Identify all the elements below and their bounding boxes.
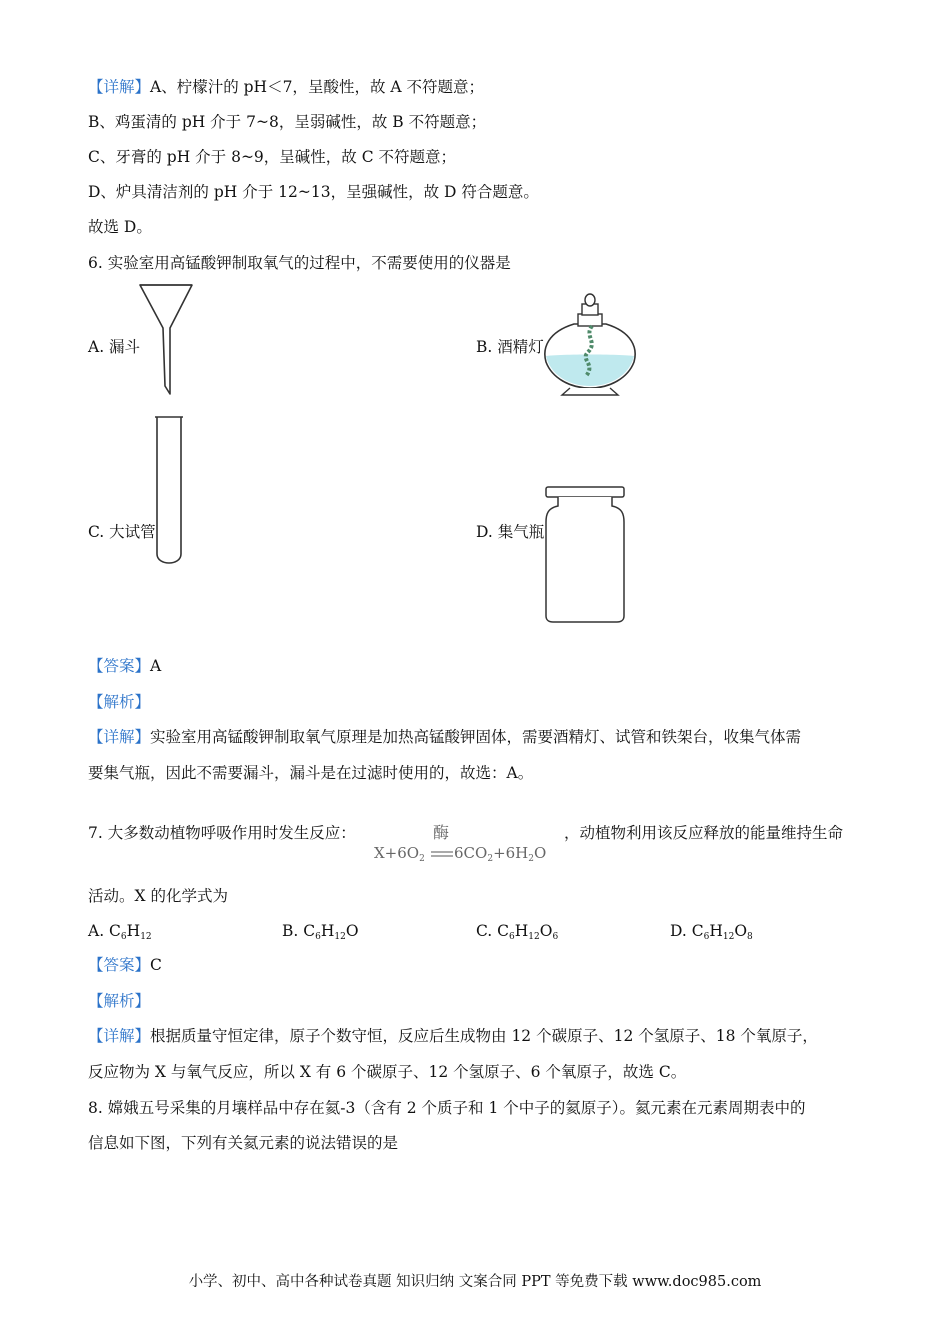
equation-condition: 酶 xyxy=(433,823,450,842)
explanation-line-d: D、炉具清洁剂的 pH 介于 12~13，呈强碱性，故 D 符合题意。 xyxy=(88,183,539,201)
q6-stem: 6. 实验室用高锰酸钾制取氧气的过程中，不需要使用的仪器是 xyxy=(88,254,511,272)
q7-stem-a: 7. 大多数动植物呼吸作用时发生反应： xyxy=(88,824,356,842)
q6-detail-2: 要集气瓶，因此不需要漏斗，漏斗是在过滤时使用的，故选：A。 xyxy=(88,764,534,782)
explanation-line-a: 【详解】A、柠檬汁的 pH＜7，呈酸性，故 A 不符题意； xyxy=(88,78,484,96)
equals-sign-icon xyxy=(431,849,453,859)
gas-collecting-bottle-icon xyxy=(538,484,632,626)
alcohol-lamp-icon xyxy=(540,292,640,398)
q7-option-c: C. $C_6H_{12}O_6$ xyxy=(476,922,559,942)
funnel-icon xyxy=(138,282,194,398)
q7-option-d: D. $C_6H_{12}O_8$ xyxy=(670,922,753,942)
q8-stem-2: 信息如下图，下列有关氦元素的说法错误的是 xyxy=(88,1134,399,1152)
chemical-equation: 酶 $X+6O_2$ $6CO_2+6H_2O$ xyxy=(374,822,559,870)
q7-option-b: B. $C_6H_{12}O$ xyxy=(282,922,359,942)
q6-option-c-label: C. 大试管 xyxy=(88,523,156,541)
conclusion-line: 故选 D。 xyxy=(88,218,152,236)
q6-option-d-label: D. 集气瓶 xyxy=(476,523,545,541)
q6-option-a-label: A. 漏斗 xyxy=(88,338,141,356)
q6-option-b-label: B. 酒精灯 xyxy=(476,338,544,356)
page-footer: 小学、初中、高中各种试卷真题 知识归纳 文案合同 PPT 等免费下载 www.doc985.com xyxy=(188,1274,762,1290)
explanation-line-b: B、鸡蛋清的 pH 介于 7~8，呈弱碱性，故 B 不符题意； xyxy=(88,113,487,131)
q7-option-a: A. $C_6H_{12}$ xyxy=(88,922,152,942)
q7-analysis-tag: 【解析】 xyxy=(88,992,151,1010)
q7-answer: 【答案】C xyxy=(88,956,162,974)
q7-detail-1: 【详解】根据质量守恒定律，原子个数守恒，反应后生成物由 12 个碳原子、12 个氢原子、18 个氧原子， xyxy=(88,1027,818,1045)
test-tube-icon xyxy=(152,414,186,570)
q7-detail-2: 反应物为 X 与氧气反应，所以 X 有 6 个碳原子、12 个氢原子、6 个氧原子，故选 C。 xyxy=(88,1063,687,1081)
q7-stem-c: 活动。X 的化学式为 xyxy=(88,887,228,905)
q6-answer: 【答案】A xyxy=(88,657,162,675)
explanation-line-c: C、牙膏的 pH 介于 8~9，呈碱性，故 C 不符题意； xyxy=(88,148,457,166)
q7-stem-b: ，动植物利用该反应释放的能量维持生命 xyxy=(564,824,844,842)
q6-detail-1: 【详解】实验室用高锰酸钾制取氧气原理是加热高锰酸钾固体，需要酒精灯、试管和铁架台，收集气体需 xyxy=(88,728,802,746)
q8-stem-1: 8. 嫦娥五号采集的月壤样品中存在氦-3（含有 2 个质子和 1 个中子的氦原子）。氦元素在元素周期表中的 xyxy=(88,1099,806,1117)
q6-analysis-tag: 【解析】 xyxy=(88,693,151,711)
